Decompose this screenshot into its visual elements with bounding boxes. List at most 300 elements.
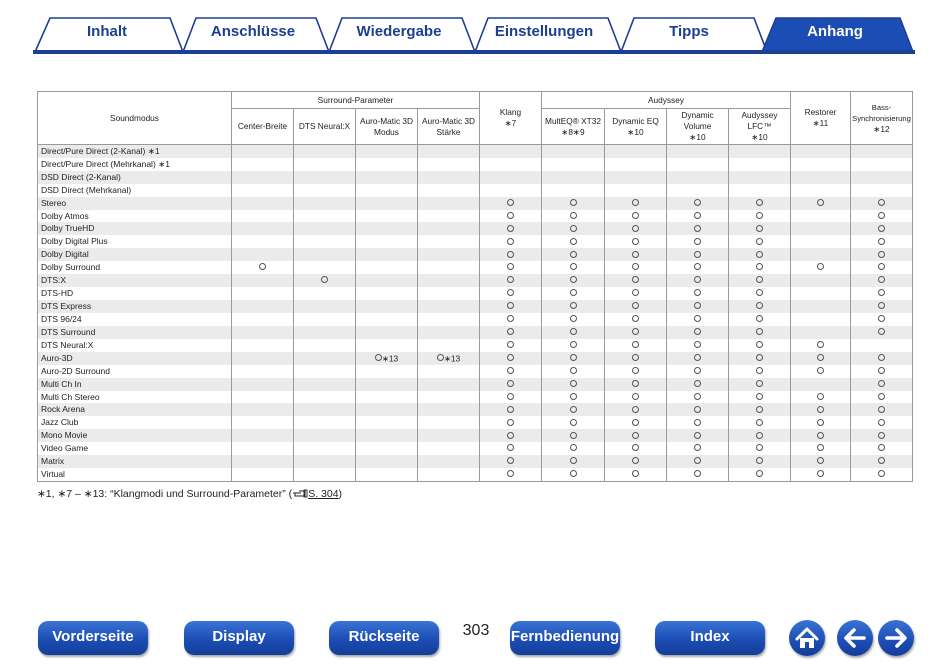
soundmode-name: DSD Direct (2-Kanal) bbox=[38, 171, 232, 184]
cell-dynamic-volume bbox=[667, 248, 729, 261]
available-circle-icon bbox=[632, 367, 639, 374]
cell-audyssey-lfc bbox=[729, 300, 791, 313]
page-reference-link[interactable]: S. 304 bbox=[308, 488, 339, 500]
available-circle-icon bbox=[694, 354, 701, 361]
available-circle-icon bbox=[694, 380, 701, 387]
available-circle-icon bbox=[878, 470, 885, 477]
tab-anschluesse[interactable]: Anschlüsse bbox=[210, 23, 296, 40]
cell-dynamic-volume bbox=[667, 184, 729, 197]
cell-klang bbox=[480, 429, 542, 442]
available-circle-icon bbox=[878, 302, 885, 309]
cell-multeq bbox=[542, 416, 605, 429]
cell-auro-modus bbox=[356, 403, 418, 416]
cell-auro-modus bbox=[356, 184, 418, 197]
cell-dynamic-volume bbox=[667, 274, 729, 287]
cell-center-breite bbox=[232, 300, 294, 313]
cell-dts-neural-x bbox=[294, 391, 356, 404]
table-row bbox=[38, 403, 913, 416]
cell-dynamic-volume bbox=[667, 235, 729, 248]
forward-button[interactable] bbox=[878, 620, 914, 656]
tab-tipps[interactable]: Tipps bbox=[669, 23, 709, 40]
cell-audyssey-lfc bbox=[729, 429, 791, 442]
available-circle-icon bbox=[632, 432, 639, 439]
available-circle-icon bbox=[878, 432, 885, 439]
cell-dynamic-eq bbox=[605, 365, 667, 378]
cell-multeq bbox=[542, 455, 605, 468]
cell-multeq bbox=[542, 287, 605, 300]
available-circle-icon bbox=[632, 238, 639, 245]
available-circle-icon bbox=[878, 263, 885, 270]
table-row bbox=[38, 235, 913, 248]
cell-auro-staerke bbox=[418, 429, 480, 442]
cell-multeq bbox=[542, 197, 605, 210]
available-circle-icon bbox=[632, 470, 639, 477]
cell-audyssey-lfc bbox=[729, 442, 791, 455]
cell-auro-modus bbox=[356, 352, 418, 365]
cell-center-breite bbox=[232, 468, 294, 481]
available-circle-icon bbox=[878, 289, 885, 296]
cell-center-breite bbox=[232, 378, 294, 391]
available-circle-icon bbox=[570, 251, 577, 258]
cell-dynamic-volume bbox=[667, 416, 729, 429]
available-circle-icon bbox=[507, 225, 514, 232]
cell-audyssey-lfc bbox=[729, 313, 791, 326]
available-circle-icon bbox=[507, 289, 514, 296]
cell-auro-modus bbox=[356, 326, 418, 339]
available-circle-icon bbox=[570, 393, 577, 400]
tab-einstellungen[interactable]: Einstellungen bbox=[494, 23, 594, 40]
cell-multeq bbox=[542, 184, 605, 197]
cell-dts-neural-x bbox=[294, 326, 356, 339]
cell-klang bbox=[480, 261, 542, 274]
header-restorer: Restorer ∗11 bbox=[791, 92, 851, 145]
cell-bass-sync bbox=[851, 403, 913, 416]
cell-auro-modus bbox=[356, 248, 418, 261]
available-circle-icon bbox=[756, 199, 763, 206]
cell-restorer bbox=[791, 171, 851, 184]
available-circle-icon bbox=[817, 199, 824, 206]
available-circle-icon bbox=[817, 419, 824, 426]
cell-dynamic-volume bbox=[667, 442, 729, 455]
cell-auro-modus bbox=[356, 455, 418, 468]
available-circle-icon bbox=[756, 380, 763, 387]
cell-center-breite bbox=[232, 274, 294, 287]
cell-audyssey-lfc bbox=[729, 274, 791, 287]
cell-dynamic-volume bbox=[667, 326, 729, 339]
available-circle-icon bbox=[694, 263, 701, 270]
tab-wiedergabe[interactable]: Wiedergabe bbox=[356, 23, 442, 40]
available-circle-icon bbox=[375, 354, 382, 361]
cell-dts-neural-x bbox=[294, 403, 356, 416]
cell-dts-neural-x bbox=[294, 184, 356, 197]
cell-auro-modus bbox=[356, 300, 418, 313]
cell-multeq bbox=[542, 313, 605, 326]
cell-dts-neural-x bbox=[294, 248, 356, 261]
available-circle-icon bbox=[259, 263, 266, 270]
cell-dynamic-eq bbox=[605, 210, 667, 223]
available-circle-icon bbox=[756, 341, 763, 348]
tab-inhalt[interactable]: Inhalt bbox=[87, 23, 127, 40]
available-circle-icon bbox=[878, 457, 885, 464]
header-dts-neural-x: DTS Neural:X bbox=[294, 109, 356, 145]
soundmode-name: DTS Express bbox=[38, 300, 232, 313]
available-circle-icon bbox=[756, 444, 763, 451]
cell-restorer bbox=[791, 235, 851, 248]
header-dynamic-eq: Dynamic EQ ∗10 bbox=[605, 109, 667, 145]
cell-restorer bbox=[791, 468, 851, 481]
soundmode-name: Matrix bbox=[38, 455, 232, 468]
available-circle-icon bbox=[570, 457, 577, 464]
cell-center-breite bbox=[232, 403, 294, 416]
available-circle-icon bbox=[694, 341, 701, 348]
table-row bbox=[38, 391, 913, 404]
available-circle-icon bbox=[756, 212, 763, 219]
cell-auro-modus bbox=[356, 442, 418, 455]
cell-dts-neural-x bbox=[294, 468, 356, 481]
available-circle-icon bbox=[570, 354, 577, 361]
cell-auro-staerke bbox=[418, 442, 480, 455]
cell-restorer bbox=[791, 287, 851, 300]
cell-center-breite bbox=[232, 352, 294, 365]
cell-bass-sync bbox=[851, 391, 913, 404]
cell-note: ∗13 bbox=[443, 352, 461, 363]
available-circle-icon bbox=[632, 289, 639, 296]
cell-bass-sync bbox=[851, 468, 913, 481]
cell-restorer bbox=[791, 378, 851, 391]
available-circle-icon bbox=[507, 457, 514, 464]
cell-klang bbox=[480, 287, 542, 300]
soundmode-name: Dolby Digital Plus bbox=[38, 235, 232, 248]
available-circle-icon bbox=[507, 470, 514, 477]
footnote-text: ∗1, ∗7 – ∗13: “Klangmodi und Surround-Parameter” ( bbox=[37, 488, 293, 500]
available-circle-icon bbox=[756, 302, 763, 309]
cell-klang bbox=[480, 274, 542, 287]
cell-dynamic-volume bbox=[667, 222, 729, 235]
available-circle-icon bbox=[570, 276, 577, 283]
table-row bbox=[38, 455, 913, 468]
cell-restorer bbox=[791, 210, 851, 223]
cell-bass-sync bbox=[851, 158, 913, 171]
available-circle-icon bbox=[694, 457, 701, 464]
cell-multeq bbox=[542, 429, 605, 442]
available-circle-icon bbox=[507, 444, 514, 451]
cell-dynamic-volume bbox=[667, 429, 729, 442]
cell-multeq bbox=[542, 391, 605, 404]
cell-bass-sync bbox=[851, 455, 913, 468]
cell-center-breite bbox=[232, 235, 294, 248]
cell-auro-modus bbox=[356, 274, 418, 287]
cell-restorer bbox=[791, 222, 851, 235]
soundmode-parameter-table bbox=[37, 91, 913, 482]
available-circle-icon bbox=[756, 276, 763, 283]
cell-multeq bbox=[542, 326, 605, 339]
available-circle-icon bbox=[756, 225, 763, 232]
available-circle-icon bbox=[632, 328, 639, 335]
header-bass-sync: Bass- Synchronisierung ∗12 bbox=[851, 92, 913, 145]
cell-klang bbox=[480, 326, 542, 339]
available-circle-icon bbox=[878, 419, 885, 426]
table-row bbox=[38, 365, 913, 378]
tab-baseline bbox=[33, 50, 915, 54]
available-circle-icon bbox=[507, 238, 514, 245]
soundmode-name: Multi Ch In bbox=[38, 378, 232, 391]
available-circle-icon bbox=[694, 470, 701, 477]
cell-dynamic-volume bbox=[667, 158, 729, 171]
available-circle-icon bbox=[570, 225, 577, 232]
table-row bbox=[38, 210, 913, 223]
available-circle-icon bbox=[437, 354, 444, 361]
cell-center-breite bbox=[232, 222, 294, 235]
soundmode-name: DTS Surround bbox=[38, 326, 232, 339]
available-circle-icon bbox=[694, 212, 701, 219]
cell-auro-modus bbox=[356, 287, 418, 300]
available-circle-icon bbox=[694, 328, 701, 335]
cell-dynamic-eq bbox=[605, 197, 667, 210]
available-circle-icon bbox=[694, 444, 701, 451]
cell-dynamic-volume bbox=[667, 391, 729, 404]
cell-multeq bbox=[542, 210, 605, 223]
cell-auro-staerke bbox=[418, 197, 480, 210]
cell-audyssey-lfc bbox=[729, 455, 791, 468]
available-circle-icon bbox=[507, 406, 514, 413]
tab-anhang[interactable]: Anhang bbox=[807, 23, 863, 40]
available-circle-icon bbox=[507, 354, 514, 361]
header-surround-parameter: Surround-Parameter bbox=[232, 92, 480, 109]
cell-audyssey-lfc bbox=[729, 339, 791, 352]
cell-auro-staerke bbox=[418, 171, 480, 184]
cell-multeq bbox=[542, 261, 605, 274]
cell-bass-sync bbox=[851, 300, 913, 313]
home-button[interactable] bbox=[789, 620, 825, 656]
cell-dynamic-eq bbox=[605, 339, 667, 352]
cell-dynamic-eq bbox=[605, 326, 667, 339]
cell-restorer bbox=[791, 184, 851, 197]
index-button[interactable]: Index bbox=[655, 621, 765, 655]
cell-bass-sync bbox=[851, 442, 913, 455]
cell-dynamic-eq bbox=[605, 171, 667, 184]
available-circle-icon bbox=[756, 406, 763, 413]
available-circle-icon bbox=[507, 276, 514, 283]
cell-restorer bbox=[791, 145, 851, 158]
available-circle-icon bbox=[878, 251, 885, 258]
cell-klang bbox=[480, 391, 542, 404]
header-soundmodus: Soundmodus bbox=[38, 92, 232, 145]
table-row bbox=[38, 429, 913, 442]
available-circle-icon bbox=[694, 238, 701, 245]
cell-multeq bbox=[542, 339, 605, 352]
available-circle-icon bbox=[632, 419, 639, 426]
cell-audyssey-lfc bbox=[729, 171, 791, 184]
cell-auro-modus bbox=[356, 158, 418, 171]
cell-auro-staerke bbox=[418, 416, 480, 429]
cell-multeq bbox=[542, 158, 605, 171]
available-circle-icon bbox=[878, 276, 885, 283]
table-row bbox=[38, 197, 913, 210]
cell-dynamic-volume bbox=[667, 145, 729, 158]
cell-restorer bbox=[791, 442, 851, 455]
cell-auro-staerke bbox=[418, 365, 480, 378]
available-circle-icon bbox=[321, 276, 328, 283]
header-audyssey: Audyssey bbox=[542, 92, 791, 109]
cell-dynamic-volume bbox=[667, 210, 729, 223]
available-circle-icon bbox=[507, 341, 514, 348]
cell-center-breite bbox=[232, 248, 294, 261]
available-circle-icon bbox=[570, 212, 577, 219]
cell-dynamic-volume bbox=[667, 403, 729, 416]
cell-klang bbox=[480, 145, 542, 158]
available-circle-icon bbox=[570, 289, 577, 296]
cell-bass-sync bbox=[851, 184, 913, 197]
cell-audyssey-lfc bbox=[729, 391, 791, 404]
available-circle-icon bbox=[570, 367, 577, 374]
cell-center-breite bbox=[232, 184, 294, 197]
cell-auro-staerke bbox=[418, 287, 480, 300]
available-circle-icon bbox=[632, 354, 639, 361]
cell-dynamic-volume bbox=[667, 287, 729, 300]
available-circle-icon bbox=[817, 470, 824, 477]
cell-klang bbox=[480, 365, 542, 378]
soundmode-name: DTS:X bbox=[38, 274, 232, 287]
header-auro-modus: Auro-Matic 3D Modus bbox=[356, 109, 418, 145]
available-circle-icon bbox=[817, 444, 824, 451]
cell-klang bbox=[480, 171, 542, 184]
cell-dts-neural-x bbox=[294, 300, 356, 313]
available-circle-icon bbox=[570, 328, 577, 335]
available-circle-icon bbox=[507, 367, 514, 374]
cell-center-breite bbox=[232, 145, 294, 158]
available-circle-icon bbox=[756, 393, 763, 400]
display-button[interactable]: Display bbox=[184, 621, 294, 655]
cell-bass-sync bbox=[851, 378, 913, 391]
cell-dts-neural-x bbox=[294, 261, 356, 274]
cell-restorer bbox=[791, 158, 851, 171]
available-circle-icon bbox=[570, 380, 577, 387]
available-circle-icon bbox=[632, 393, 639, 400]
available-circle-icon bbox=[756, 354, 763, 361]
cell-restorer bbox=[791, 403, 851, 416]
cell-audyssey-lfc bbox=[729, 403, 791, 416]
cell-auro-staerke bbox=[418, 403, 480, 416]
available-circle-icon bbox=[694, 367, 701, 374]
back-button[interactable] bbox=[837, 620, 873, 656]
cell-dynamic-eq bbox=[605, 222, 667, 235]
cell-multeq bbox=[542, 145, 605, 158]
available-circle-icon bbox=[756, 367, 763, 374]
available-circle-icon bbox=[878, 212, 885, 219]
cell-dynamic-volume bbox=[667, 352, 729, 365]
cell-multeq bbox=[542, 403, 605, 416]
cell-dts-neural-x bbox=[294, 378, 356, 391]
available-circle-icon bbox=[570, 419, 577, 426]
cell-dynamic-eq bbox=[605, 300, 667, 313]
available-circle-icon bbox=[570, 406, 577, 413]
cell-auro-staerke bbox=[418, 300, 480, 313]
header-audyssey-lfc: Audyssey LFC™ ∗10 bbox=[729, 109, 791, 145]
available-circle-icon bbox=[507, 393, 514, 400]
cell-dynamic-eq bbox=[605, 455, 667, 468]
available-circle-icon bbox=[878, 393, 885, 400]
cell-bass-sync bbox=[851, 235, 913, 248]
cell-dynamic-eq bbox=[605, 442, 667, 455]
cell-bass-sync bbox=[851, 145, 913, 158]
cell-auro-modus bbox=[356, 416, 418, 429]
cell-audyssey-lfc bbox=[729, 378, 791, 391]
cell-klang bbox=[480, 378, 542, 391]
available-circle-icon bbox=[878, 315, 885, 322]
table-row bbox=[38, 416, 913, 429]
cell-auro-modus bbox=[356, 391, 418, 404]
rueckseite-button[interactable]: Rückseite bbox=[329, 621, 439, 655]
soundmode-name: Video Game bbox=[38, 442, 232, 455]
available-circle-icon bbox=[632, 444, 639, 451]
cell-dts-neural-x bbox=[294, 287, 356, 300]
soundmode-name: Dolby Surround bbox=[38, 261, 232, 274]
available-circle-icon bbox=[507, 302, 514, 309]
fernbedienung-button[interactable]: Fernbedienung bbox=[510, 621, 620, 655]
available-circle-icon bbox=[570, 199, 577, 206]
cell-center-breite bbox=[232, 158, 294, 171]
cell-bass-sync bbox=[851, 326, 913, 339]
soundmode-name: DTS Neural:X bbox=[38, 339, 232, 352]
available-circle-icon bbox=[632, 406, 639, 413]
cell-klang bbox=[480, 222, 542, 235]
cell-center-breite bbox=[232, 442, 294, 455]
cell-center-breite bbox=[232, 210, 294, 223]
cell-bass-sync bbox=[851, 352, 913, 365]
cell-center-breite bbox=[232, 429, 294, 442]
available-circle-icon bbox=[507, 315, 514, 322]
available-circle-icon bbox=[632, 251, 639, 258]
vorderseite-button[interactable]: Vorderseite bbox=[38, 621, 148, 655]
available-circle-icon bbox=[694, 251, 701, 258]
available-circle-icon bbox=[694, 315, 701, 322]
cell-center-breite bbox=[232, 416, 294, 429]
cell-auro-staerke bbox=[418, 313, 480, 326]
cell-dts-neural-x bbox=[294, 158, 356, 171]
available-circle-icon bbox=[878, 328, 885, 335]
cell-dynamic-volume bbox=[667, 455, 729, 468]
available-circle-icon bbox=[632, 380, 639, 387]
table-row bbox=[38, 222, 913, 235]
table-row bbox=[38, 261, 913, 274]
cell-bass-sync bbox=[851, 339, 913, 352]
header-center-breite: Center-Breite bbox=[232, 109, 294, 145]
available-circle-icon bbox=[632, 457, 639, 464]
available-circle-icon bbox=[878, 199, 885, 206]
cell-restorer bbox=[791, 352, 851, 365]
cell-multeq bbox=[542, 300, 605, 313]
cell-audyssey-lfc bbox=[729, 248, 791, 261]
available-circle-icon bbox=[694, 406, 701, 413]
cell-dynamic-eq bbox=[605, 403, 667, 416]
cell-center-breite bbox=[232, 391, 294, 404]
cell-klang bbox=[480, 158, 542, 171]
available-circle-icon bbox=[878, 238, 885, 245]
cell-multeq bbox=[542, 442, 605, 455]
soundmode-name: Dolby Digital bbox=[38, 248, 232, 261]
cell-restorer bbox=[791, 248, 851, 261]
cell-auro-staerke bbox=[418, 261, 480, 274]
available-circle-icon bbox=[570, 263, 577, 270]
cell-bass-sync bbox=[851, 365, 913, 378]
soundmode-name: Auro-3D bbox=[38, 352, 232, 365]
cell-multeq bbox=[542, 235, 605, 248]
cell-dynamic-volume bbox=[667, 468, 729, 481]
cell-multeq bbox=[542, 222, 605, 235]
cell-dts-neural-x bbox=[294, 442, 356, 455]
table-row bbox=[38, 287, 913, 300]
available-circle-icon bbox=[694, 276, 701, 283]
